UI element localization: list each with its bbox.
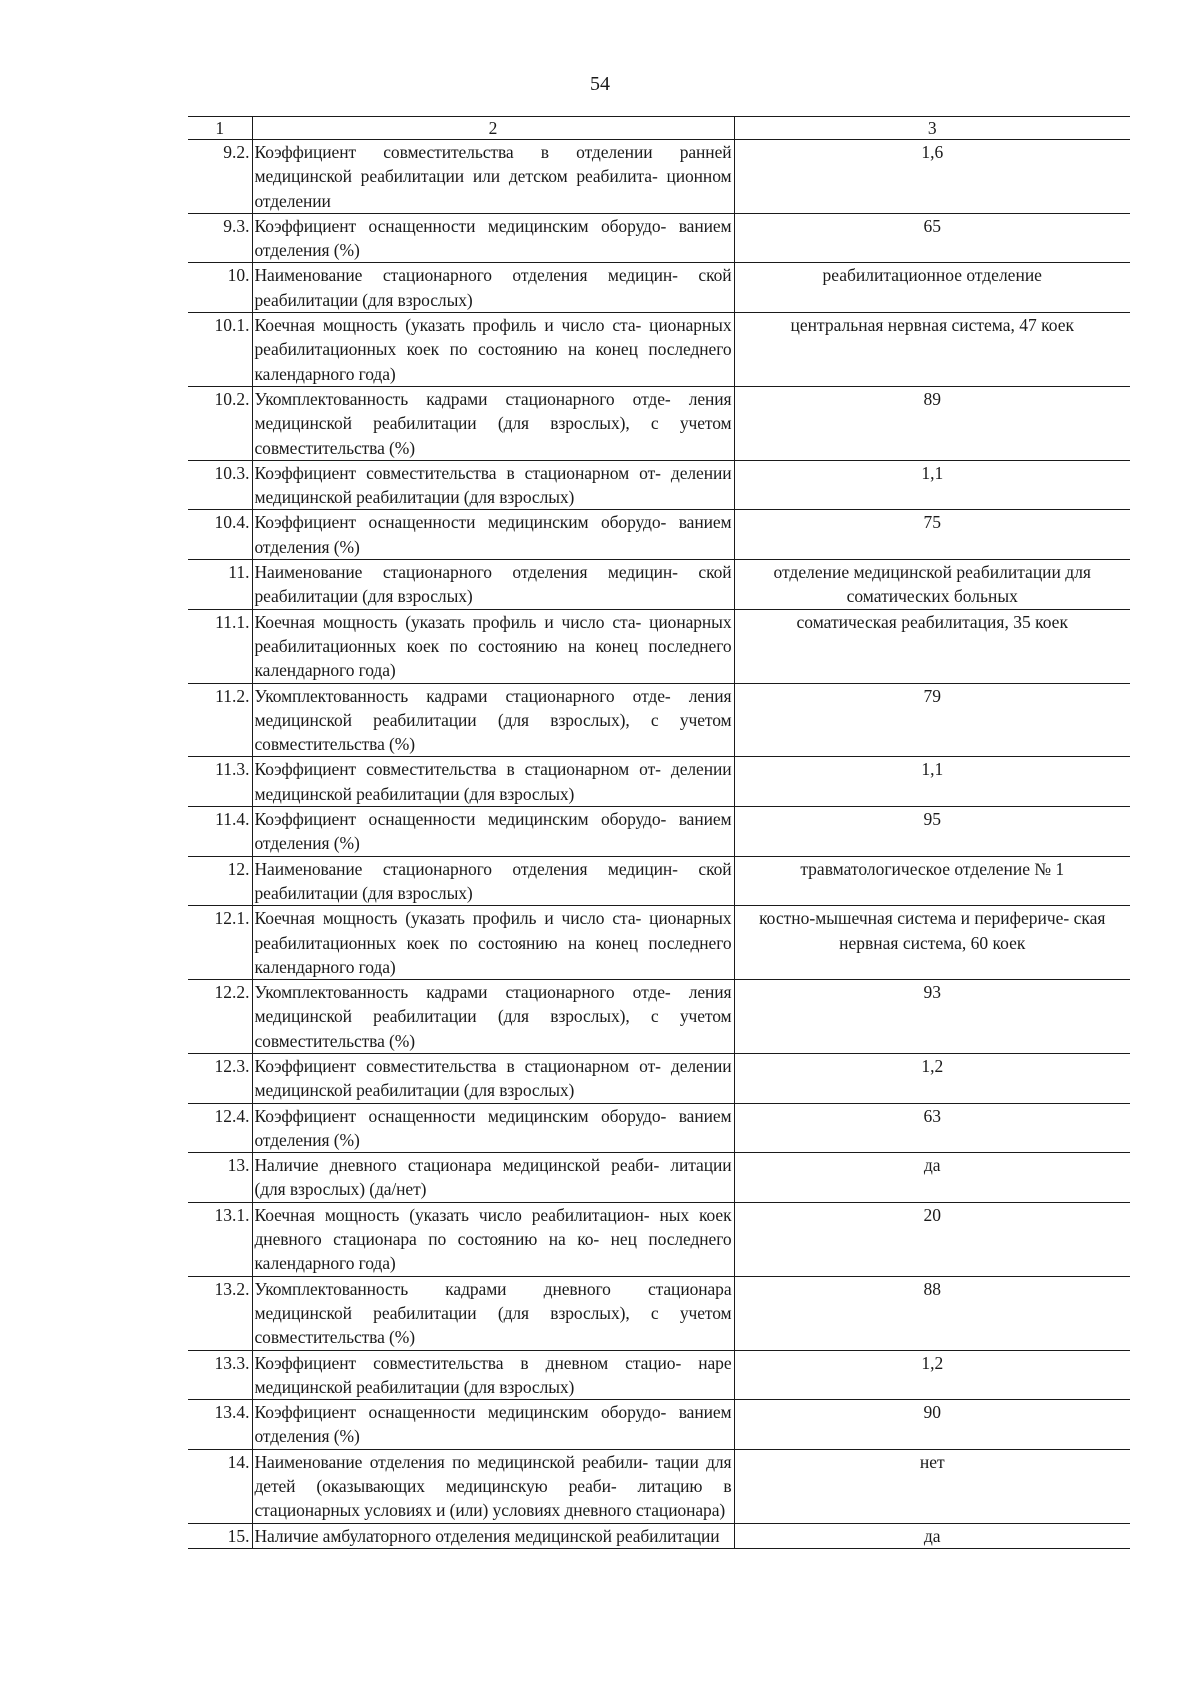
row-description: Наименование стационарного отделения медицин- ской реабилитации (для взрослых) [252, 560, 734, 610]
row-description: Коечная мощность (указать профиль и число ста- ционарных реабилитационных коек по состоянию на конец последнего календарного года) [252, 609, 734, 683]
row-value: 79 [734, 683, 1130, 757]
row-number: 13.2. [188, 1276, 252, 1350]
table-row [188, 683, 1130, 757]
table-row [188, 856, 1130, 906]
row-value: 90 [734, 1400, 1130, 1450]
table-row [188, 807, 1130, 857]
table-row [188, 1103, 1130, 1153]
table-row [188, 1400, 1130, 1450]
row-value: соматическая реабилитация, 35 коек [734, 609, 1130, 683]
row-description: Укомплектованность кадрами стационарного отде- ления медицинской реабилитации (для взрослых), с учетом совместительства (%) [252, 386, 734, 460]
row-description: Коэффициент совместительства в стационарном от- делении медицинской реабилитации (для взрослых) [252, 1053, 734, 1103]
row-description: Наименование отделения по медицинской реабили- тации для детей (оказывающих медицинскую реаби- литацию в стационарных условиях и (или) условиях дневного стационара) [252, 1449, 734, 1523]
row-description: Коечная мощность (указать профиль и число ста- ционарных реабилитационных коек по состоянию на конец последнего календарного года) [252, 906, 734, 980]
row-number: 13.3. [188, 1350, 252, 1400]
table-row [188, 510, 1130, 560]
row-value: отделение медицинской реабилитации для соматических больных [734, 560, 1130, 610]
row-value: центральная нервная система, 47 коек [734, 313, 1130, 387]
row-number: 10.2. [188, 386, 252, 460]
row-number: 10.3. [188, 460, 252, 510]
row-value: нет [734, 1449, 1130, 1523]
row-number: 12.3. [188, 1053, 252, 1103]
row-value: травматологическое отделение № 1 [734, 856, 1130, 906]
row-number: 10. [188, 263, 252, 313]
row-value: 1,1 [734, 460, 1130, 510]
row-value: да [734, 1523, 1130, 1548]
row-value: 1,6 [734, 140, 1130, 214]
header-col-2: 2 [252, 117, 734, 140]
row-number: 10.4. [188, 510, 252, 560]
row-description: Коэффициент совместительства в стационарном от- делении медицинской реабилитации (для взрослых) [252, 460, 734, 510]
row-number: 11. [188, 560, 252, 610]
table-row [188, 213, 1130, 263]
row-description: Коечная мощность (указать профиль и число ста- ционарных реабилитационных коек по состоянию на конец последнего календарного года) [252, 313, 734, 387]
row-number: 11.3. [188, 757, 252, 807]
row-number: 12. [188, 856, 252, 906]
header-col-1: 1 [188, 117, 252, 140]
table-row [188, 1449, 1130, 1523]
row-value: 1,1 [734, 757, 1130, 807]
row-description: Коэффициент совместительства в дневном стацио- наре медицинской реабилитации (для взрослых) [252, 1350, 734, 1400]
table-row [188, 1053, 1130, 1103]
row-number: 9.2. [188, 140, 252, 214]
row-description: Наличие дневного стационара медицинской реаби- литации (для взрослых) (да/нет) [252, 1153, 734, 1203]
row-description: Коэффициент оснащенности медицинским оборудо- ванием отделения (%) [252, 1103, 734, 1153]
row-description: Укомплектованность кадрами стационарного отде- ления медицинской реабилитации (для взрослых), с учетом совместительства (%) [252, 980, 734, 1054]
row-description: Коэффициент оснащенности медицинским оборудо- ванием отделения (%) [252, 510, 734, 560]
row-number: 11.1. [188, 609, 252, 683]
table-row [188, 1202, 1130, 1276]
header-row [188, 117, 1130, 140]
table-row [188, 313, 1130, 387]
row-description: Наименование стационарного отделения медицин- ской реабилитации (для взрослых) [252, 263, 734, 313]
table-row [188, 460, 1130, 510]
row-value: костно-мышечная система и перифериче- ская нервная система, 60 коек [734, 906, 1130, 980]
row-description: Наличие амбулаторного отделения медицинской реабилитации [252, 1523, 734, 1548]
table-row [188, 263, 1130, 313]
table-row [188, 386, 1130, 460]
row-value: 65 [734, 213, 1130, 263]
table-row [188, 140, 1130, 214]
table-row [188, 1276, 1130, 1350]
table-row [188, 980, 1130, 1054]
row-number: 12.1. [188, 906, 252, 980]
table-row [188, 560, 1130, 610]
row-description: Коечная мощность (указать число реабилитацион- ных коек дневного стационара по состоянию на ко- нец последнего календарного года) [252, 1202, 734, 1276]
row-number: 10.1. [188, 313, 252, 387]
row-value: 95 [734, 807, 1130, 857]
row-number: 13. [188, 1153, 252, 1203]
table-body [188, 140, 1130, 1549]
row-description: Наименование стационарного отделения медицин- ской реабилитации (для взрослых) [252, 856, 734, 906]
table-row [188, 1350, 1130, 1400]
data-table [188, 116, 1130, 1549]
row-number: 12.2. [188, 980, 252, 1054]
row-value: реабилитационное отделение [734, 263, 1130, 313]
table-row [188, 609, 1130, 683]
row-description: Коэффициент оснащенности медицинским оборудо- ванием отделения (%) [252, 807, 734, 857]
row-description: Укомплектованность кадрами дневного стационара медицинской реабилитации (для взрослых), с учетом совместительства (%) [252, 1276, 734, 1350]
row-number: 13.1. [188, 1202, 252, 1276]
row-number: 11.2. [188, 683, 252, 757]
row-description: Коэффициент оснащенности медицинским оборудо- ванием отделения (%) [252, 213, 734, 263]
row-number: 15. [188, 1523, 252, 1548]
row-value: 89 [734, 386, 1130, 460]
table-header [188, 117, 1130, 140]
table-row [188, 1523, 1130, 1548]
row-number: 13.4. [188, 1400, 252, 1450]
table-row [188, 1153, 1130, 1203]
row-value: 20 [734, 1202, 1130, 1276]
row-number: 9.3. [188, 213, 252, 263]
row-value: 75 [734, 510, 1130, 560]
row-description: Коэффициент оснащенности медицинским оборудо- ванием отделения (%) [252, 1400, 734, 1450]
row-description: Коэффициент совместительства в стационарном от- делении медицинской реабилитации (для взрослых) [252, 757, 734, 807]
row-value: 88 [734, 1276, 1130, 1350]
row-value: 63 [734, 1103, 1130, 1153]
row-number: 11.4. [188, 807, 252, 857]
row-number: 12.4. [188, 1103, 252, 1153]
header-col-3: 3 [734, 117, 1130, 140]
table-row [188, 757, 1130, 807]
row-value: да [734, 1153, 1130, 1203]
table-row [188, 906, 1130, 980]
page-number: 54 [590, 73, 610, 95]
row-description: Укомплектованность кадрами стационарного отде- ления медицинской реабилитации (для взрослых), с учетом совместительства (%) [252, 683, 734, 757]
row-number: 14. [188, 1449, 252, 1523]
row-value: 93 [734, 980, 1130, 1054]
row-value: 1,2 [734, 1053, 1130, 1103]
row-description: Коэффициент совместительства в отделении ранней медицинской реабилитации или детском реабилита- ционном отделении [252, 140, 734, 214]
row-value: 1,2 [734, 1350, 1130, 1400]
